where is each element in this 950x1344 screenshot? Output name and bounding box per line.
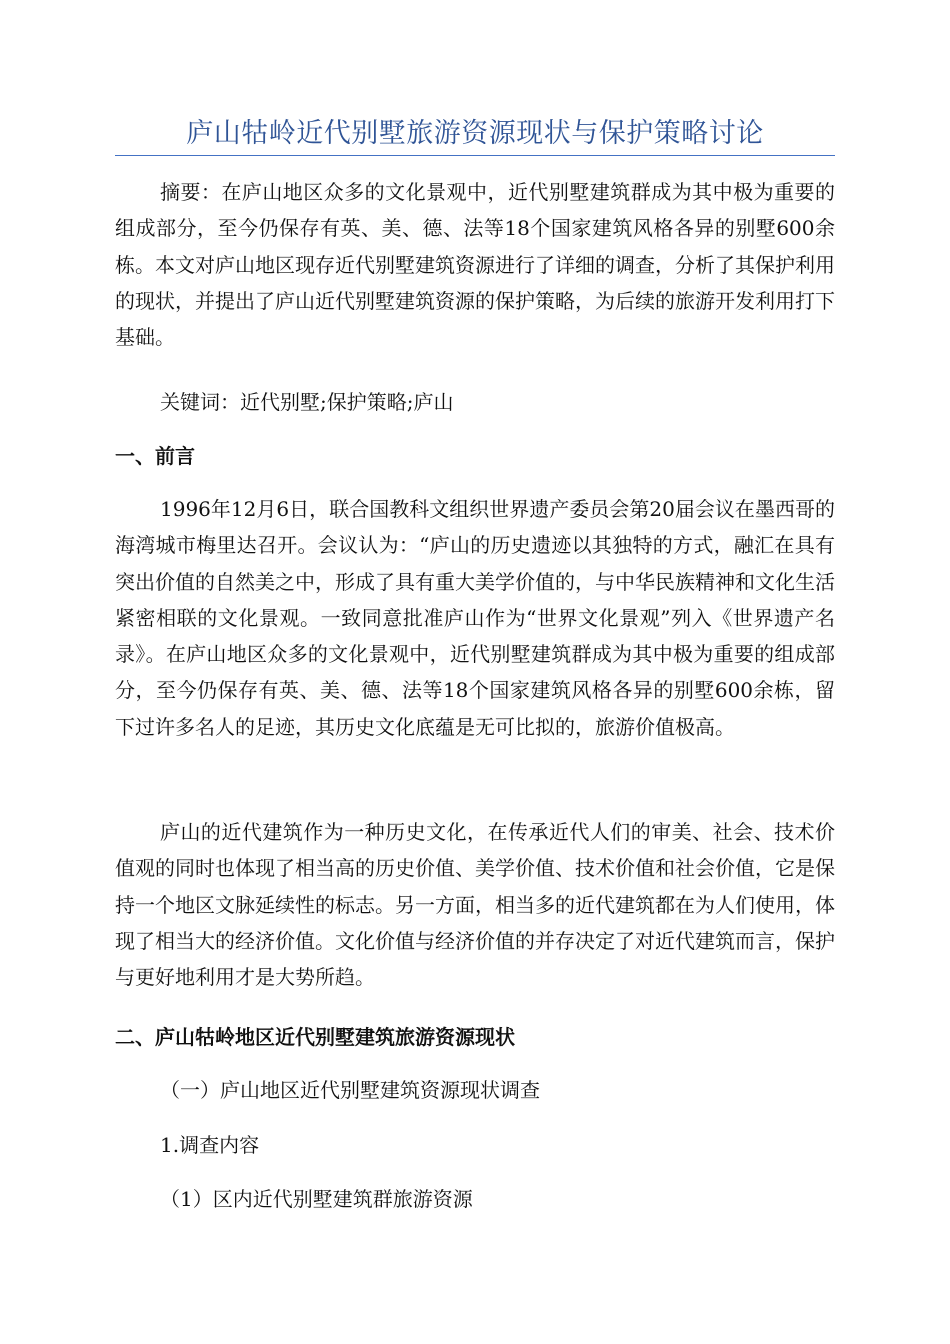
item-villa-resources: （1）区内近代别墅建筑群旅游资源: [160, 1187, 473, 1211]
keywords-line: 关键词：近代别墅;保护策略;庐山: [160, 390, 454, 414]
preface-paragraph-1: 1996年12月6日，联合国教科文组织世界遗产委员会第20届会议在墨西哥的海湾城市梅里达召开。会议认为：“庐山的历史遗迹以其独特的方式，融汇在具有突出价值的自然美之中，形成了具有重大美学价值的，与中华民族精神和文化生活紧密相联的文化景观。一致同意批准庐山作为“世界文化景观”列入《世界遗产名录》。在庐山地区众多的文化景观中，近代别墅建筑群成为其中极为重要的组成部分，至今仍保存有英、美、德、法等18个国家建筑风格各异的别墅600余栋，留下过许多名人的足迹，其历史文化底蕴是无可比拟的，旅游价值极高。: [115, 497, 835, 739]
subsection-heading-survey: （一）庐山地区近代别墅建筑资源现状调查: [160, 1078, 540, 1102]
item-survey-content: 1.调查内容: [160, 1133, 260, 1157]
document-title: 庐山牯岭近代别墅旅游资源现状与保护策略讨论: [186, 118, 764, 149]
section-heading-preface: 一、前言: [115, 444, 195, 468]
section-heading-status: 二、庐山牯岭地区近代别墅建筑旅游资源现状: [115, 1025, 515, 1049]
preface-paragraph-2: 庐山的近代建筑作为一种历史文化，在传承近代人们的审美、社会、技术价值观的同时也体现了相当高的历史价值、美学价值、技术价值和社会价值，它是保持一个地区文脉延续性的标志。另一方面，相当多的近代建筑都在为人们使用，体现了相当大的经济价值。文化价值与经济价值的并存决定了对近代建筑而言，保护与更好地利用才是大势所趋。: [115, 820, 835, 990]
abstract-paragraph: 摘要：在庐山地区众多的文化景观中，近代别墅建筑群成为其中极为重要的组成部分，至今仍保存有英、美、德、法等18个国家建筑风格各异的别墅600余栋。本文对庐山地区现存近代别墅建筑资源进行了详细的调查，分析了其保护利用的现状，并提出了庐山近代别墅建筑资源的保护策略，为后续的旅游开发利用打下基础。: [115, 180, 835, 350]
title-underline: [115, 155, 835, 156]
